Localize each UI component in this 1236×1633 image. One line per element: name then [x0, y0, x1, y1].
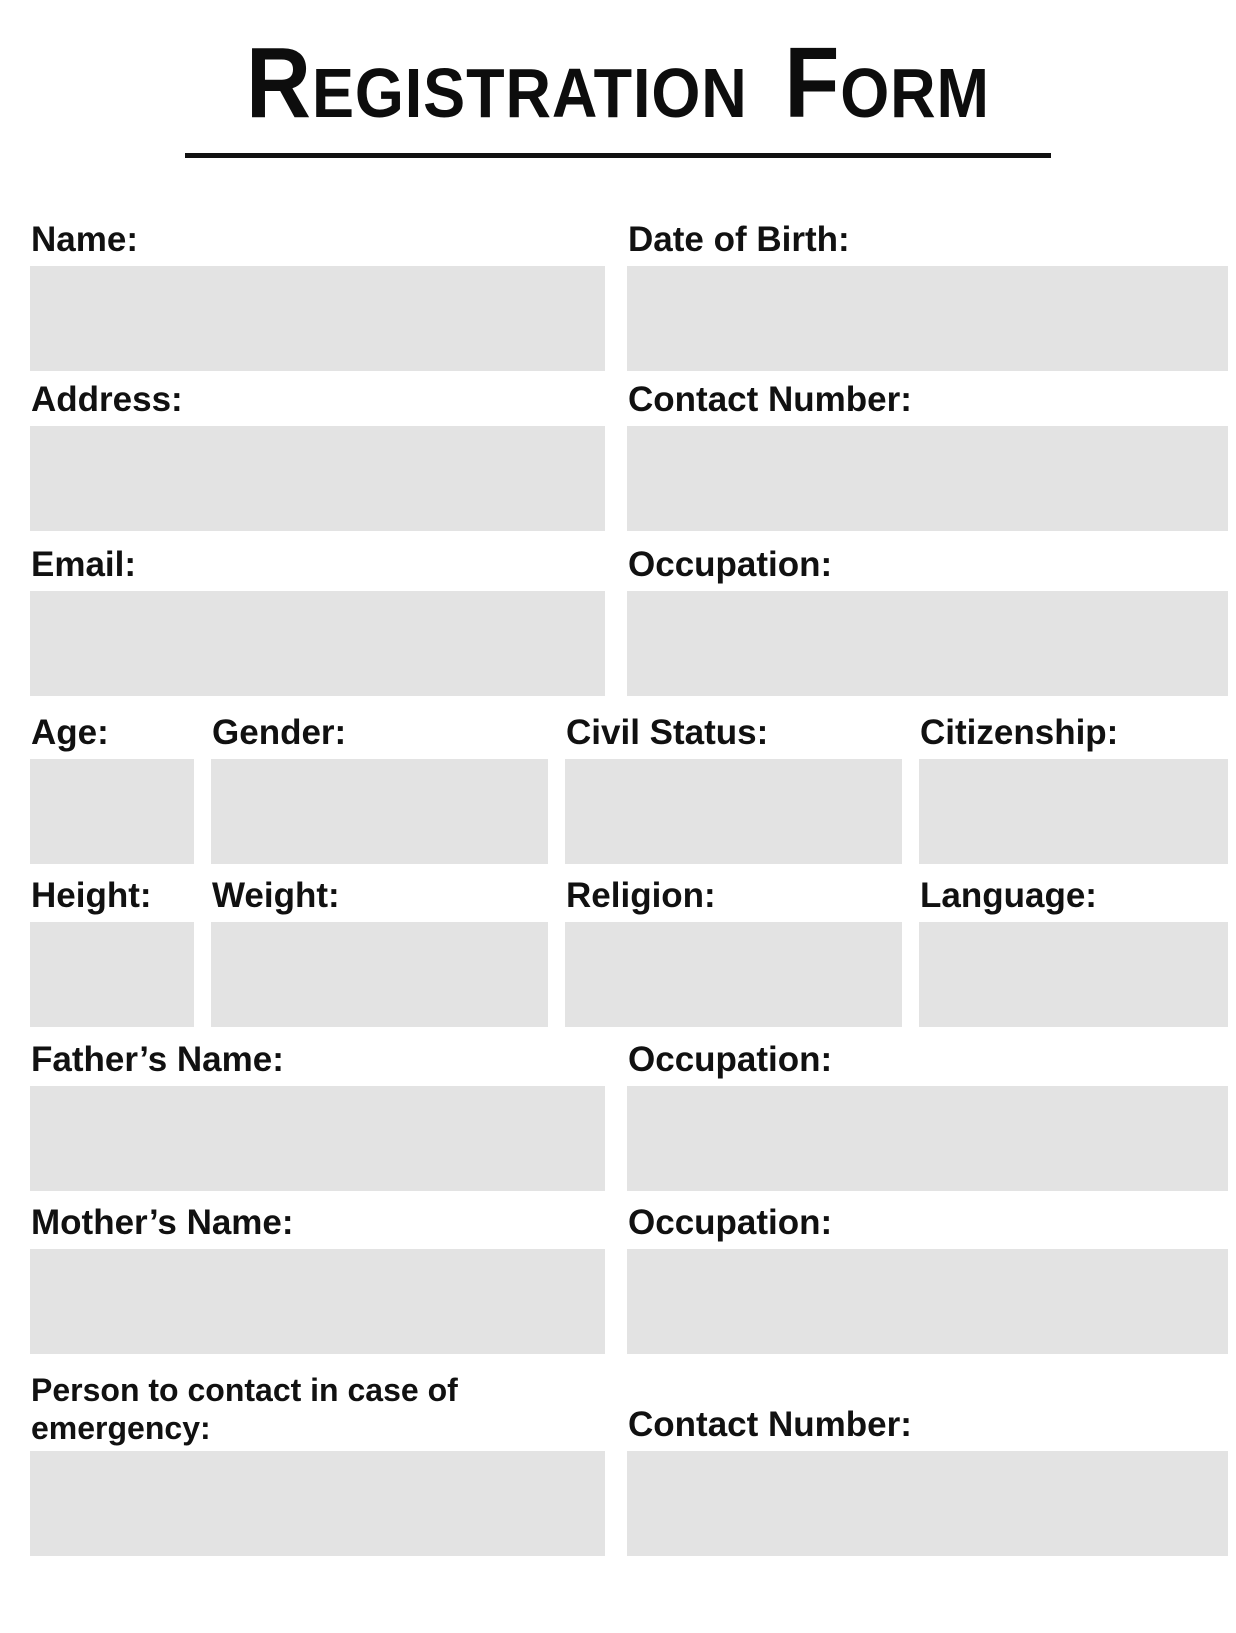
- occupation-input[interactable]: [627, 591, 1228, 696]
- form-row-mother: [30, 1201, 1228, 1354]
- name-input[interactable]: [30, 266, 605, 371]
- height-field: [30, 874, 194, 1027]
- date-of-birth-input[interactable]: [627, 266, 1228, 371]
- emergency-person-label-line2: emergency:: [31, 1410, 211, 1446]
- occupation-field: [627, 543, 1228, 696]
- occupation-label: Occupation:: [628, 545, 833, 584]
- fathers-occupation-field: [627, 1038, 1228, 1191]
- gender-label: Gender:: [212, 713, 347, 752]
- title-underline: [185, 153, 1051, 158]
- registration-form: [30, 218, 1228, 1556]
- gender-input[interactable]: [211, 759, 548, 864]
- form-row-name-dob: [30, 218, 1228, 371]
- date-of-birth-label: Date of Birth:: [628, 220, 850, 259]
- emergency-contact-number-label: Contact Number:: [628, 1405, 912, 1444]
- form-row-height-weight-religion-language: [30, 874, 1228, 1027]
- fathers-name-label: Father’s Name:: [31, 1040, 284, 1079]
- email-input[interactable]: [30, 591, 605, 696]
- address-field: [30, 378, 605, 531]
- mothers-occupation-label: Occupation:: [628, 1203, 833, 1242]
- emergency-person-label-line1: Person to contact in case of: [31, 1372, 458, 1408]
- civil-status-input[interactable]: [565, 759, 902, 864]
- civil-status-label: Civil Status:: [566, 713, 769, 752]
- name-field: [30, 218, 605, 371]
- emergency-person-input[interactable]: [30, 1451, 605, 1556]
- mothers-name-label: Mother’s Name:: [31, 1203, 294, 1242]
- height-label: Height:: [31, 876, 152, 915]
- language-input[interactable]: [919, 922, 1228, 1027]
- height-input[interactable]: [30, 922, 194, 1027]
- name-label: Name:: [31, 220, 138, 259]
- date-of-birth-field: [627, 218, 1228, 371]
- page-title: Registration Form: [246, 27, 990, 139]
- religion-input[interactable]: [565, 922, 902, 1027]
- age-input[interactable]: [30, 759, 194, 864]
- mothers-name-input[interactable]: [30, 1249, 605, 1354]
- weight-field: [211, 874, 548, 1027]
- citizenship-field: [919, 711, 1228, 864]
- contact-number-label: Contact Number:: [628, 380, 912, 419]
- contact-number-input[interactable]: [627, 426, 1228, 531]
- language-label: Language:: [920, 876, 1097, 915]
- gender-field: [211, 711, 548, 864]
- address-input[interactable]: [30, 426, 605, 531]
- mothers-occupation-field: [627, 1201, 1228, 1354]
- emergency-contact-number-field: [627, 1371, 1228, 1556]
- contact-number-field: [627, 378, 1228, 531]
- religion-field: [565, 874, 902, 1027]
- email-field: [30, 543, 605, 696]
- emergency-contact-number-label-wrap: [628, 1371, 1228, 1447]
- form-row-father: [30, 1038, 1228, 1191]
- citizenship-label: Citizenship:: [920, 713, 1119, 752]
- religion-label: Religion:: [566, 876, 716, 915]
- mothers-occupation-input[interactable]: [627, 1249, 1228, 1354]
- weight-input[interactable]: [211, 922, 548, 1027]
- fathers-occupation-input[interactable]: [627, 1086, 1228, 1191]
- age-field: [30, 711, 194, 864]
- fathers-name-input[interactable]: [30, 1086, 605, 1191]
- civil-status-field: [565, 711, 902, 864]
- age-label: Age:: [31, 713, 109, 752]
- email-label: Email:: [31, 545, 137, 584]
- fathers-name-field: [30, 1038, 605, 1191]
- emergency-person-field: [30, 1371, 605, 1556]
- fathers-occupation-label: Occupation:: [628, 1040, 833, 1079]
- weight-label: Weight:: [212, 876, 340, 915]
- form-row-emergency: [30, 1371, 1228, 1556]
- language-field: [919, 874, 1228, 1027]
- form-row-age-gender-civil-citizenship: [30, 711, 1228, 864]
- form-row-email-occupation: [30, 543, 1228, 696]
- emergency-contact-number-input[interactable]: [627, 1451, 1228, 1556]
- emergency-person-label: [31, 1371, 605, 1447]
- citizenship-input[interactable]: [919, 759, 1228, 864]
- form-row-address-contact: [30, 378, 1228, 531]
- mothers-name-field: [30, 1201, 605, 1354]
- address-label: Address:: [31, 380, 183, 419]
